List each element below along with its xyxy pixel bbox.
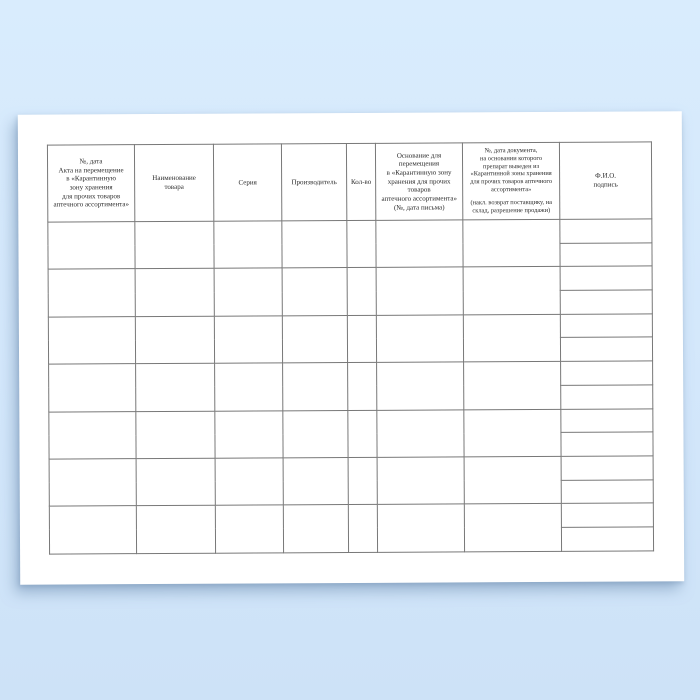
signature-cell-row3-2 xyxy=(560,337,652,361)
body-cell-row3-manufacturer xyxy=(282,315,347,363)
header-note-outbound-doc: (накл. возврат поставщику, на склад, разрешение продажи) xyxy=(470,199,553,215)
body-cell-row3-product-name xyxy=(135,316,214,364)
body-row-3-1 xyxy=(48,314,652,341)
header-label-quantity: Кол-во xyxy=(350,177,372,186)
body-cell-row6-quarantine-act xyxy=(49,459,136,507)
signature-cell-row7-2 xyxy=(561,527,653,551)
body-cell-row2-quantity xyxy=(347,268,376,316)
body-cell-row1-move-basis xyxy=(376,220,463,268)
body-cell-row2-manufacturer xyxy=(282,268,347,316)
header-cell-manufacturer xyxy=(281,144,346,221)
body-row-5-1 xyxy=(49,408,653,435)
body-cell-row5-quantity xyxy=(348,410,377,458)
body-cell-row4-product-name xyxy=(136,363,215,411)
signature-cell-row7-1 xyxy=(561,503,653,527)
body-cell-row7-series xyxy=(215,505,283,553)
table-body xyxy=(48,219,654,554)
body-cell-row6-manufacturer xyxy=(283,457,348,505)
body-cell-row5-quarantine-act xyxy=(49,411,136,459)
header-cell-move-basis xyxy=(375,143,462,220)
body-cell-row3-outbound-doc xyxy=(463,314,560,362)
body-cell-row4-series xyxy=(215,363,283,411)
body-cell-row6-series xyxy=(215,458,283,506)
body-cell-row4-quarantine-act xyxy=(49,364,136,412)
signature-cell-row6-1 xyxy=(561,456,653,480)
header-cell-outbound-doc xyxy=(462,142,559,220)
body-cell-row1-quarantine-act xyxy=(48,222,135,270)
signature-cell-row2-1 xyxy=(560,266,652,290)
journal-table xyxy=(47,141,654,554)
header-label-signature: Ф.И.О. подпись xyxy=(593,171,618,189)
body-cell-row5-series xyxy=(215,410,283,458)
signature-cell-row4-2 xyxy=(561,385,653,409)
body-row-1-1 xyxy=(48,219,652,246)
header-label-product-name: Наименование товара xyxy=(152,174,196,191)
body-cell-row4-quantity xyxy=(348,362,377,410)
body-cell-row5-manufacturer xyxy=(283,410,348,458)
header-cell-quarantine-act xyxy=(47,145,134,222)
signature-cell-row5-2 xyxy=(561,432,653,456)
header-label-outbound-doc: №, дата документа, на основании которого препарат выведен из «Карантинной зоны хранения для прочих товаров аптечного ассортимента» xyxy=(470,147,553,193)
body-row-2-1 xyxy=(48,266,652,293)
body-cell-row5-outbound-doc xyxy=(464,409,561,457)
body-cell-row6-quantity xyxy=(348,457,377,505)
body-cell-row6-outbound-doc xyxy=(464,456,561,504)
body-cell-row4-manufacturer xyxy=(283,363,348,411)
body-row-7-1 xyxy=(49,503,653,530)
body-row-6-1 xyxy=(49,456,653,483)
signature-cell-row1-1 xyxy=(560,219,652,243)
body-cell-row5-move-basis xyxy=(377,409,464,457)
body-cell-row2-series xyxy=(214,268,282,316)
body-cell-row6-product-name xyxy=(136,458,215,506)
header-cell-quantity xyxy=(346,143,375,220)
header-label-series: Серия xyxy=(238,178,257,187)
header-cell-signature xyxy=(559,142,651,219)
body-cell-row1-quantity xyxy=(347,220,376,268)
signature-cell-row1-2 xyxy=(560,243,652,267)
body-cell-row1-manufacturer xyxy=(282,221,347,269)
header-label-manufacturer: Производитель xyxy=(291,177,337,186)
signature-cell-row3-1 xyxy=(560,314,652,338)
body-cell-row6-move-basis xyxy=(377,457,464,505)
body-cell-row5-product-name xyxy=(136,411,215,459)
body-cell-row2-outbound-doc xyxy=(463,267,560,315)
body-cell-row3-series xyxy=(214,316,282,364)
header-label-move-basis: Основание для перемещения в «Карантинную зону хранения для прочих товаров аптечного ассортимента» (№, дата письма) xyxy=(381,151,458,212)
table-header xyxy=(47,142,651,222)
body-row-4-1 xyxy=(49,361,653,388)
header-row xyxy=(47,142,651,222)
body-cell-row1-product-name xyxy=(135,221,214,269)
journal-sheet xyxy=(18,111,684,584)
header-label-quarantine-act: №, дата Акта на перемещение в «Карантинную зону хранения для прочих товаров аптечного ассортимента» xyxy=(53,157,130,209)
body-cell-row7-quarantine-act xyxy=(49,506,136,554)
body-cell-row7-move-basis xyxy=(377,504,464,552)
body-cell-row2-move-basis xyxy=(376,267,463,315)
body-cell-row7-quantity xyxy=(348,505,377,553)
body-cell-row2-quarantine-act xyxy=(48,269,135,317)
body-cell-row7-product-name xyxy=(136,505,215,553)
body-cell-row7-manufacturer xyxy=(283,505,348,553)
body-cell-row3-move-basis xyxy=(376,315,463,363)
signature-cell-row4-1 xyxy=(561,361,653,385)
header-cell-series xyxy=(213,144,281,221)
body-cell-row1-series xyxy=(214,221,282,269)
body-cell-row2-product-name xyxy=(135,269,214,317)
body-cell-row4-move-basis xyxy=(377,362,464,410)
body-cell-row7-outbound-doc xyxy=(464,504,561,552)
signature-cell-row6-2 xyxy=(561,479,653,503)
header-cell-product-name xyxy=(134,144,213,221)
body-cell-row3-quarantine-act xyxy=(48,316,135,364)
body-cell-row4-outbound-doc xyxy=(464,362,561,410)
body-cell-row1-outbound-doc xyxy=(463,219,560,267)
signature-cell-row2-2 xyxy=(560,290,652,314)
body-cell-row3-quantity xyxy=(347,315,376,363)
signature-cell-row5-1 xyxy=(561,408,653,432)
